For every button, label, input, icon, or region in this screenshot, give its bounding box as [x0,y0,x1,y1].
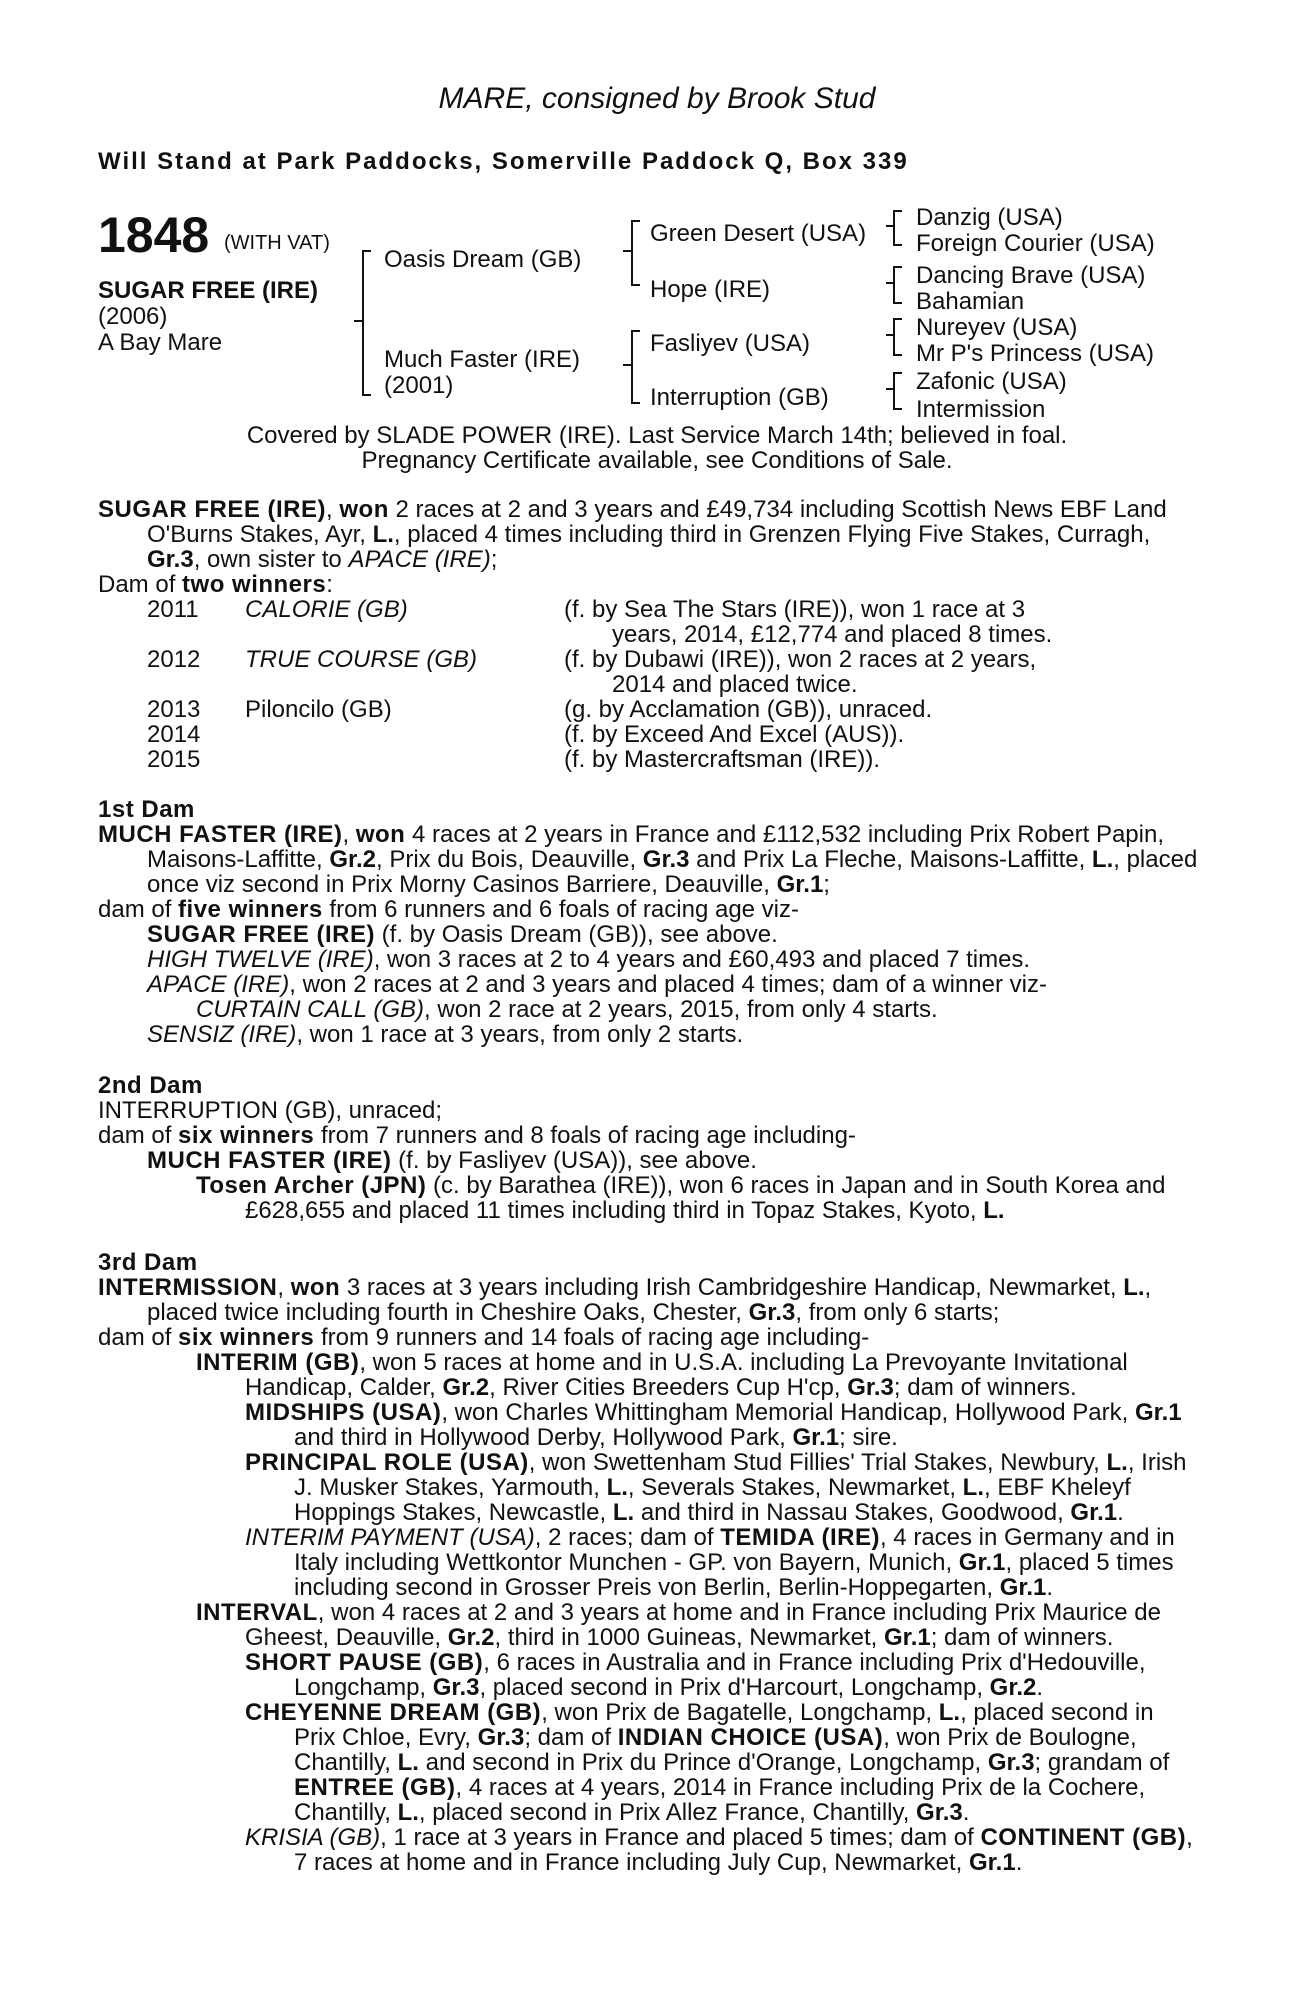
pedigree-dds: Zafonic (USA) [916,368,1067,395]
produce-name: CALORIE (GB) [245,596,408,623]
pedigree-bracket-dd [893,372,902,410]
produce-detail: (g. by Acclamation (GB)), unraced. [564,696,933,723]
produce-detail-cont: years, 2014, £12,774 and placed 8 times. [612,621,1053,648]
first-dam-offspring: APACE (IRE), won 2 races at 2 and 3 years and placed 4 times; dam of a winner viz- [147,971,1047,998]
pedigree-ssd: Foreign Courier (USA) [916,230,1155,257]
produce-detail: (f. by Dubawi (IRE)), won 2 races at 2 years, [564,646,1037,673]
pedigree-sds: Dancing Brave (USA) [916,262,1146,289]
produce-year: 2013 [147,696,201,723]
pedigree-bracket-main-point [354,320,363,322]
pedigree-bracket-ss-point [886,225,895,227]
horse-name: SUGAR FREE (IRE) [98,277,319,304]
pedigree-bracket-dam-point [623,364,632,366]
third-dam-grand-offspring: SHORT PAUSE (GB), 6 races in Australia and in France including Prix d'Hedouville, Longchamp, Gr.3, placed second in Prix d'Harcourt, Longchamp, Gr.2. [245,1649,1146,1701]
second-dam-record: INTERRUPTION (GB), unraced; [98,1097,443,1124]
third-dam-grand-offspring: INTERIM PAYMENT (USA), 2 races; dam of TEMIDA (IRE), 4 races in Germany and in Italy including Wettkontor Munchen - GP. von Bayern, Munich, Gr.1, placed 5 times including second in Grosser Preis von Berlin, Berlin-Hoppegarten, Gr.1. [245,1524,1175,1601]
pedigree-sire-sire: Green Desert (USA) [650,220,867,247]
third-dam-section [98,1250,1198,1875]
third-dam-heading: 3rd Dam [98,1249,198,1276]
third-dam-offspring: INTERVAL, won 4 races at 2 and 3 years at home and in France including Prix Maurice de Gheest, Deauville, Gr.2, third in 1000 Guineas, Newmarket, Gr.1; dam of winners. [196,1599,1161,1651]
second-dam-offspring: Tosen Archer (JPN) (c. by Barathea (IRE)), won 6 races in Japan and in South Korea and £628,655 and placed 11 times including third in Topaz Stakes, Kyoto, L. [196,1172,1166,1224]
pedigree-bracket-main [362,250,371,396]
produce-detail-cont: 2014 and placed twice. [612,671,858,698]
pedigree-bracket-ds [893,318,902,356]
first-dam-offspring: HIGH TWELVE (IRE), won 3 races at 2 to 4 years and £60,493 and placed 7 times. [147,946,1031,973]
first-dam-record: MUCH FASTER (IRE), won 4 races at 2 years in France and £112,532 including Prix Robert Papin, Maisons-Laffitte, Gr.2, Prix du Bois, Deauville, Gr.3 and Prix La Fleche, Maisons-Laffitte, L., placed once viz second in Prix Morny Casinos Barriere, Deauville, Gr.1; [98,821,1198,898]
third-dam-record: INTERMISSION, won 3 races at 3 years including Irish Cambridgeshire Handicap, Newmarket, L., placed twice including fourth in Cheshire Oaks, Chester, Gr.3, from only 6 starts; [98,1274,1152,1326]
pedigree-dam: Much Faster (IRE) [384,346,581,373]
covered-line: Covered by SLADE POWER (IRE). Last Service March 14th; believed in foal. [246,422,1068,449]
produce-year: 2014 [147,721,201,748]
pedigree-bracket-ds-point [886,334,895,336]
produce-section [98,497,1198,597]
mare-race-record: SUGAR FREE (IRE), won 2 races at 2 and 3 years and £49,734 including Scottish News EBF Land O'Burns Stakes, Ayr, L., placed 4 times including third in Grenzen Flying Five Stakes, Curragh, Gr.3, own sister to APACE (IRE); [98,496,1167,573]
first-dam-section [98,797,1198,1047]
second-dam-heading: 2nd Dam [98,1072,203,1099]
second-dam-section [98,1073,1198,1223]
pedigree-sss: Danzig (USA) [916,204,1063,231]
lot-number: 1848 [98,207,210,263]
pedigree-ddd: Intermission [916,396,1046,423]
pedigree-dss: Nureyev (USA) [916,314,1078,341]
pedigree-bracket-sd [893,266,902,304]
third-dam-grand-offspring: MIDSHIPS (USA), won Charles Whittingham Memorial Handicap, Hollywood Park, Gr.1 and third in Hollywood Derby, Hollywood Park, Gr.1; sire. [245,1399,1182,1451]
first-dam-grand-offspring: CURTAIN CALL (GB), won 2 race at 2 years, 2015, from only 4 starts. [196,996,938,1023]
produce-detail: (f. by Exceed And Excel (AUS)). [564,721,905,748]
third-dam-grand-offspring: CHEYENNE DREAM (GB), won Prix de Bagatelle, Longchamp, L., placed second in Prix Chloe, Evry, Gr.3; dam of INDIAN CHOICE (USA), won Prix de Boulogne, Chantilly, L. and second in Prix du Prince d'Orange, Longchamp, Gr.3; grandam of ENTREE (GB), 4 races at 4 years, 2014 in France including Prix de la Cochere, Chantilly, L., placed second in Prix Allez France, Chantilly, Gr.3. [245,1699,1170,1826]
produce-year: 2011 [147,596,199,623]
produce-name: Piloncilo (GB) [245,696,392,723]
third-dam-produce-summary: dam of six winners from 9 runners and 14 foals of racing age including- [98,1324,870,1351]
produce-name: TRUE COURSE (GB) [245,646,478,673]
second-dam-produce-summary: dam of six winners from 7 runners and 8 foals of racing age including- [98,1122,856,1149]
pedigree-sdd: Bahamian [916,288,1025,315]
pedigree-bracket-sire-point [623,250,632,252]
pedigree-bracket-ss [893,210,902,246]
pedigree-bracket-dd-point [886,388,895,390]
dam-of-line: Dam of two winners: [98,571,333,598]
first-dam-heading: 1st Dam [98,796,195,823]
produce-year: 2015 [147,746,201,773]
pedigree-dam-year: (2001) [384,372,454,399]
first-dam-offspring: SUGAR FREE (IRE) (f. by Oasis Dream (GB)), see above. [147,921,778,948]
vat-note: (WITH VAT) [224,232,330,254]
pedigree-bracket-dam [631,330,640,404]
pedigree-dam-sire: Fasliyev (USA) [650,330,811,357]
first-dam-offspring: SENSIZ (IRE), won 1 race at 3 years, from only 2 starts. [147,1021,744,1048]
pedigree-dsd: Mr P's Princess (USA) [916,340,1154,367]
horse-year: (2006) [98,303,168,330]
second-dam-offspring: MUCH FASTER (IRE) (f. by Fasliyev (USA)), see above. [147,1147,757,1174]
first-dam-produce-summary: dam of five winners from 6 runners and 6 foals of racing age viz- [98,896,800,923]
produce-detail: (f. by Sea The Stars (IRE)), won 1 race at 3 [564,596,1026,623]
pedigree-bracket-sire [631,220,640,286]
produce-year: 2012 [147,646,201,673]
page-title: MARE, consigned by Brook Stud [438,82,876,115]
third-dam-offspring: INTERIM (GB), won 5 races at home and in U.S.A. including La Prevoyante Invitational Handicap, Calder, Gr.2, River Cities Breeders Cup H'cp, Gr.3; dam of winners. [196,1349,1128,1401]
horse-description: A Bay Mare [98,329,223,356]
pedigree-dam-dam: Interruption (GB) [650,384,829,411]
stand-location: Will Stand at Park Paddocks, Somerville Paddock Q, Box 339 [98,148,909,175]
third-dam-grand-offspring: KRISIA (GB), 1 race at 3 years in France and placed 5 times; dam of CONTINENT (GB), 7 races at home and in France including July Cup, Newmarket, Gr.1. [245,1824,1193,1876]
pregnancy-note: Pregnancy Certificate available, see Conditions of Sale. [361,447,953,474]
pedigree-sire: Oasis Dream (GB) [384,246,582,273]
third-dam-grand-offspring: PRINCIPAL ROLE (USA), won Swettenham Stud Fillies' Trial Stakes, Newbury, L., Irish J. Musker Stakes, Yarmouth, L., Severals Stakes, Newmarket, L., EBF Kheleyf Hoppings Stakes, Newcastle, L. and third in Nassau Stakes, Goodwood, Gr.1. [245,1449,1187,1526]
produce-detail: (f. by Mastercraftsman (IRE)). [564,746,881,773]
pedigree-bracket-sd-point [886,282,895,284]
pedigree-sire-dam: Hope (IRE) [650,276,771,303]
